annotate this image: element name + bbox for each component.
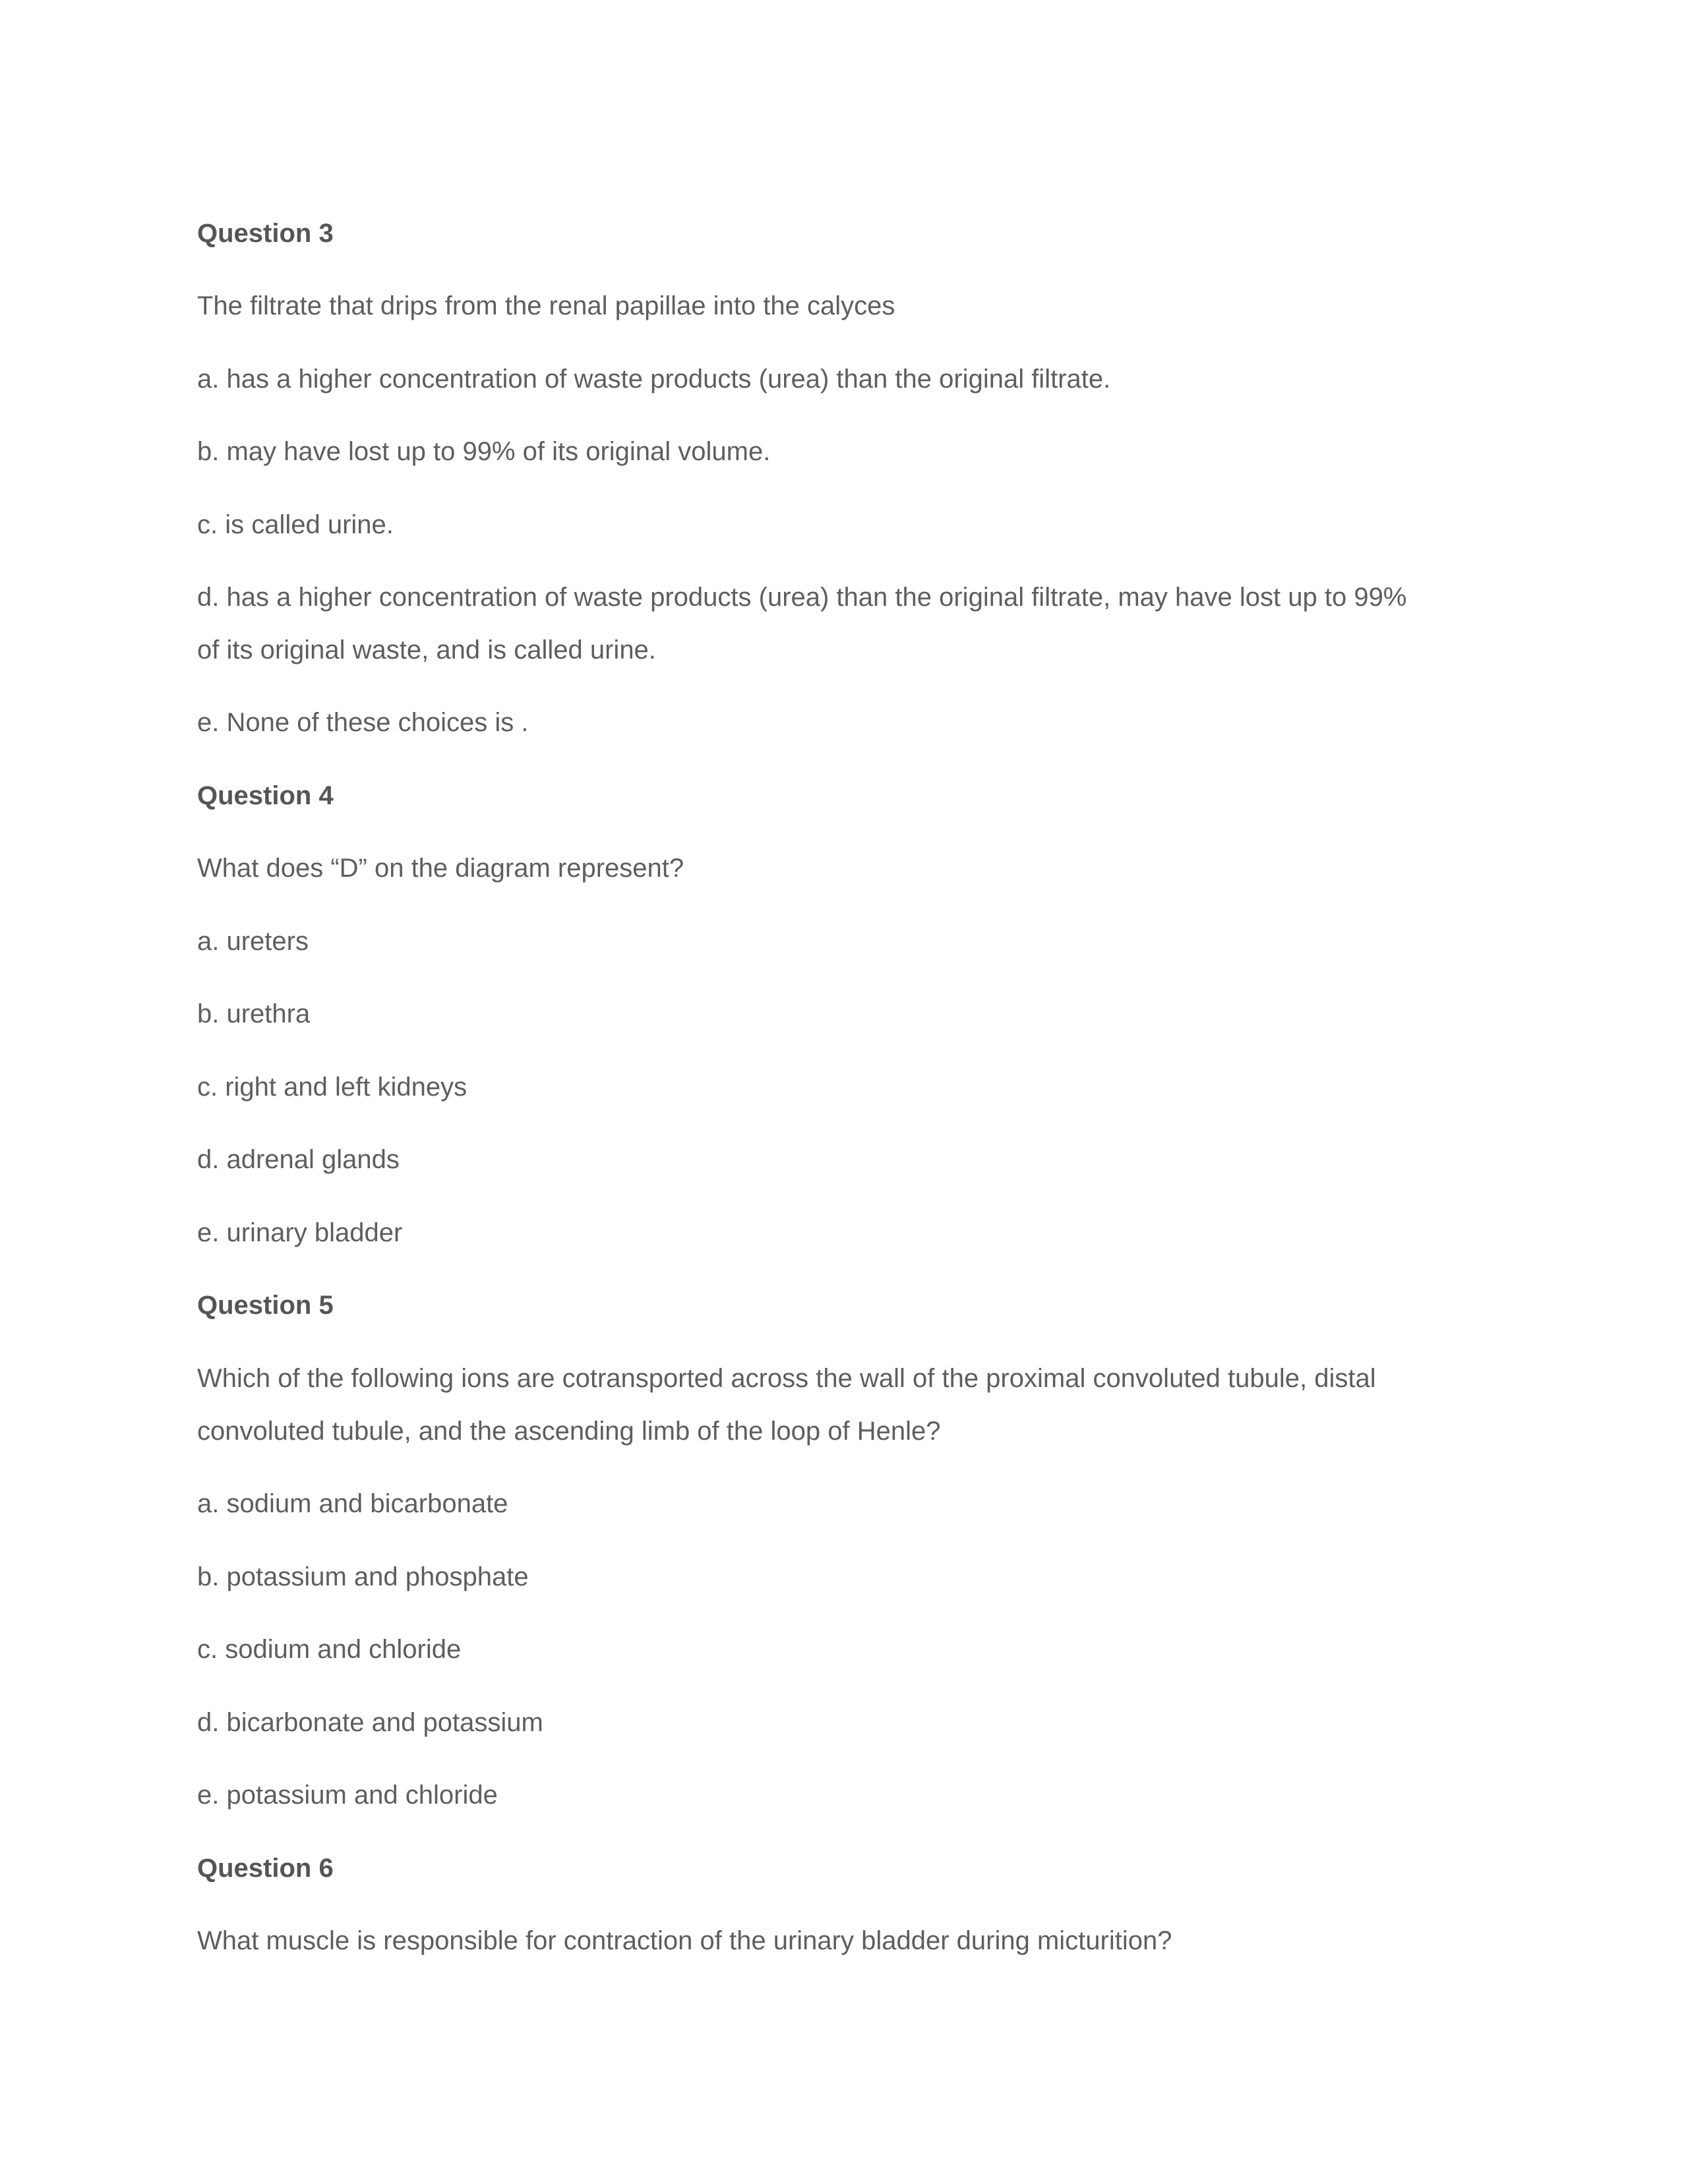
question-3-heading: Question 3 [197,219,334,248]
question-3-option-d-line-1: d. has a higher concentration of waste products (urea) than the original filtrate, may have lost up to 99% [197,583,1407,612]
question-3-prompt: The filtrate that drips from the renal papillae into the calyces [197,291,895,320]
question-5-prompt-line-2: convoluted tubule, and the ascending limb of the loop of Henle? [197,1417,941,1446]
question-5-option-c: c. sodium and chloride [197,1635,462,1664]
question-5-option-d: d. bicarbonate and potassium [197,1708,543,1737]
question-4-option-d: d. adrenal glands [197,1145,400,1174]
question-4-option-c: c. right and left kidneys [197,1073,467,1102]
question-5-option-b: b. potassium and phosphate [197,1562,529,1591]
question-4-option-e: e. urinary bladder [197,1218,403,1247]
question-5-option-a: a. sodium and bicarbonate [197,1489,508,1518]
question-5-option-e: e. potassium and chloride [197,1781,498,1810]
question-6-heading: Question 6 [197,1854,334,1883]
question-4-option-b: b. urethra [197,999,311,1028]
question-5-prompt-line-1: Which of the following ions are cotransported across the wall of the proximal convoluted tubule, distal [197,1364,1376,1393]
question-4-prompt: What does “D” on the diagram represent? [197,854,684,883]
question-3-option-d-line-2: of its original waste, and is called urine. [197,635,656,664]
question-5-heading: Question 5 [197,1291,334,1320]
question-3-option-b: b. may have lost up to 99% of its original volume. [197,437,771,466]
question-3-option-c: c. is called urine. [197,510,394,539]
question-3-option-e: e. None of these choices is . [197,708,529,737]
question-4-heading: Question 4 [197,781,334,810]
question-3-option-a: a. has a higher concentration of waste products (urea) than the original filtrate. [197,365,1111,394]
question-4-option-a: a. ureters [197,927,309,956]
question-6-prompt: What muscle is responsible for contraction of the urinary bladder during micturition? [197,1926,1172,1955]
